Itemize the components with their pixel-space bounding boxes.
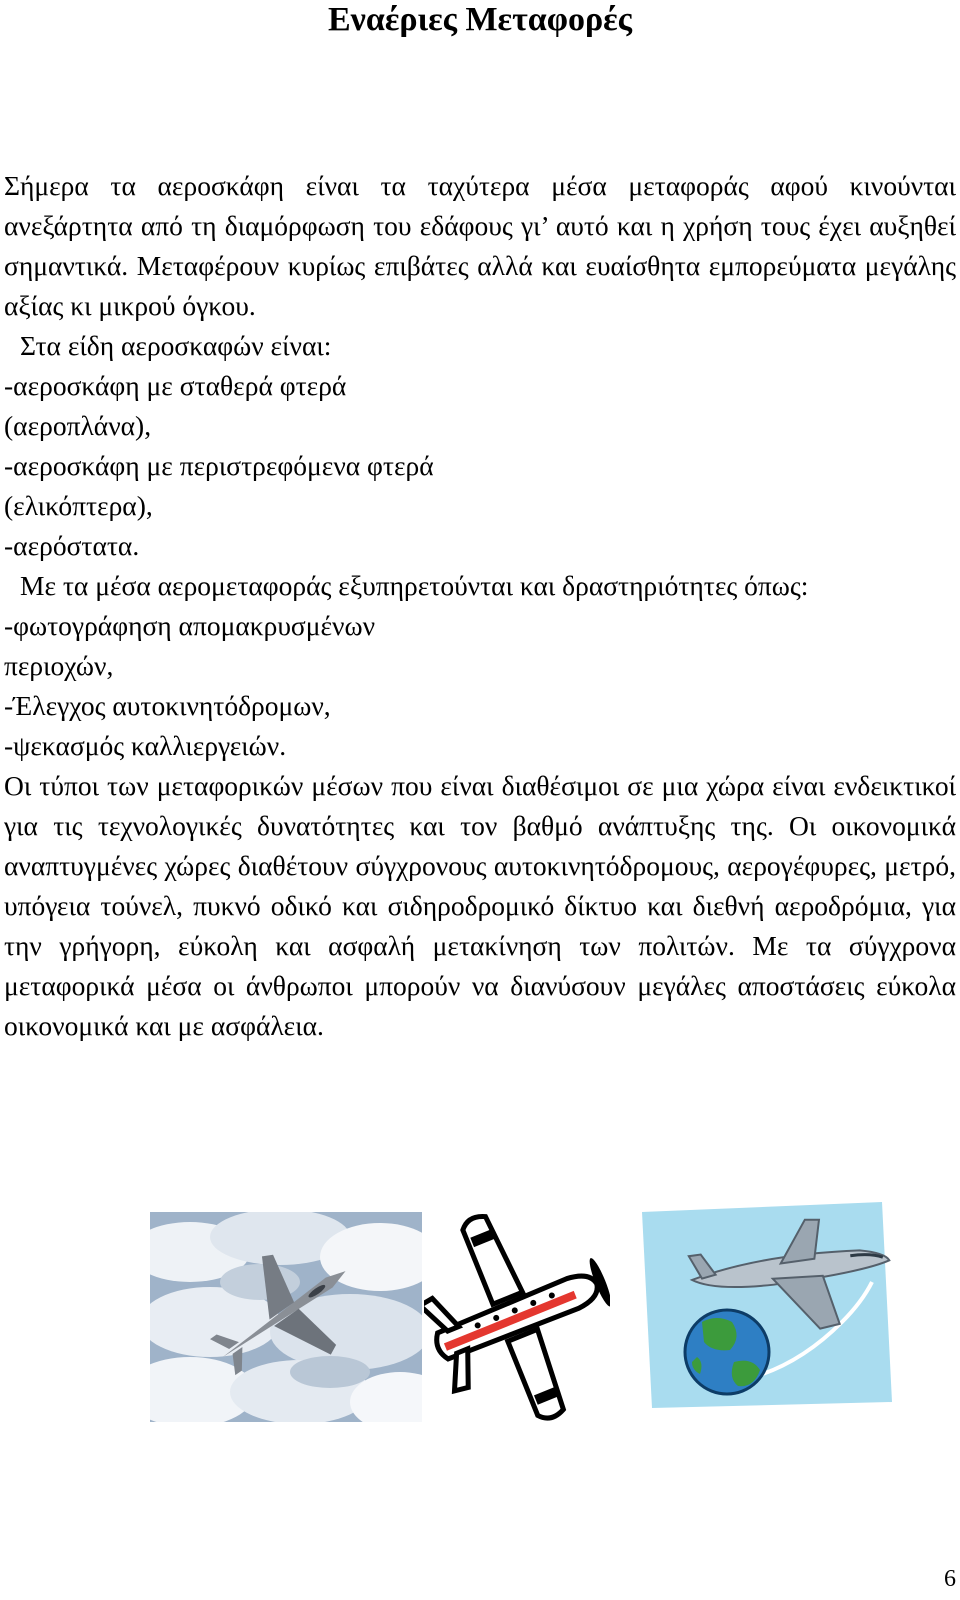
paragraph-aircraft-types: Στα είδη αεροσκαφών είναι: [20,330,332,361]
list-item: -Έλεγχος αυτοκινητόδρομων, [4,690,331,721]
list-item: (αεροπλάνα), [4,410,152,441]
list-item: -φωτογράφηση απομακρυσμένων [4,610,376,641]
list-item: (ελικόπτερα), [4,490,153,521]
list-item: περιοχών, [4,650,114,681]
list-item: -ψεκασμός καλλιεργειών. [4,730,287,761]
paragraph-intro: Σήμερα τα αεροσκάφη είναι τα ταχύτερα μέσα μεταφοράς αφού κινούνται ανεξάρτητα από τη διαμόρφωση του εδάφους γι’ αυτό και η χρήση τους έχει αυξηθεί σημαντικά. Μεταφέρουν κυρίως επιβάτες αλλά και ευαίσθητα εμπορεύματα μεγάλης αξίας κι μικρού όγκου. [4,170,956,321]
page-number: 6 [944,1566,956,1592]
propeller-plane-clipart [424,1200,610,1432]
paragraph-activities: Με τα μέσα αερομεταφοράς εξυπηρετούνται και δραστηριότητες όπως: [20,570,809,601]
list-item: -αερόστατα. [4,530,140,561]
jet-over-globe-clipart [642,1202,892,1412]
illustrations [0,1212,960,1442]
list-item: -αεροσκάφη με περιστρεφόμενα φτερά [4,450,434,481]
list-item: -αεροσκάφη με σταθερά φτερά [4,370,347,401]
page-title: Εναέριες Μεταφορές [327,1,633,38]
body-text [4,166,956,1046]
paragraph-conclusion: Οι τύποι των μεταφορικών μέσων που είναι διαθέσιμοι σε μια χώρα είναι ενδεικτικοί για τις τεχνολογικές δυνατότητες και τον βαθμό ανάπτυξης της. Οι οικονομικά αναπτυγμένες χώρες διαθέτουν σύγχρονους αυτοκινητόδρομους, αερογέφυρες, μετρό, υπόγεια τούνελ, πυκνό οδικό και σιδηροδρομικό δίκτυο και διεθνή αεροδρόμια, για την γρήγορη, εύκολη και ασφαλή μετακίνηση των πολιτών. Με τα σύγχρονα μεταφορικά μέσα οι άνθρωποι μπορούν να διανύσουν μεγάλες αποστάσεις εύκολα οικονομικά και με ασφάλεια. [4,770,956,1041]
fighter-jet-over-clouds-photo [150,1212,422,1422]
